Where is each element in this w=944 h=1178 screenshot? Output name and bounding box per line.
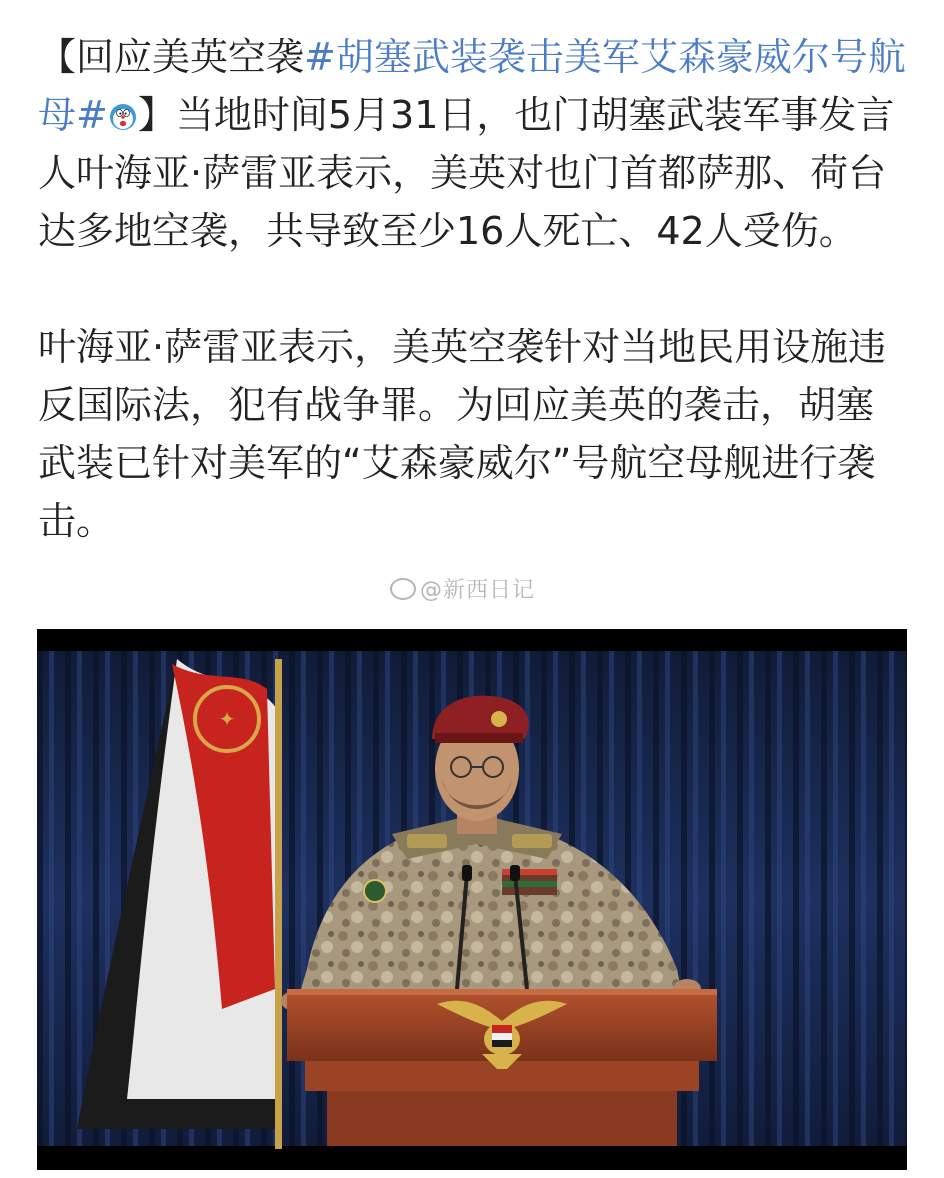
watermark-text: @新西日记 — [420, 578, 536, 603]
post-title-bracket: 【回应美英空袭 — [38, 35, 305, 79]
post-body-1: 当地时间5月31日，也门胡塞武装军事发言人叶海亚·萨雷亚表示，美英对也门首都萨那、荷台达多地空袭，共导致至少16人死亡、42人受伤。 — [38, 93, 895, 253]
letterbox-top — [37, 629, 907, 651]
post-title-bracket-end: 】 — [137, 93, 176, 137]
post-paragraph-1 — [38, 28, 908, 260]
doraemon-emoji-icon — [108, 102, 138, 132]
post-image[interactable] — [37, 629, 907, 1170]
post-body-2: 叶海亚·萨雷亚表示，美英空袭针对当地民用设施违反国际法，犯有战争罪。为回应美英的袭击，胡塞武装已针对美军的“艾森豪威尔”号航空母舰进行袭击。 — [38, 325, 887, 543]
weibo-watermark — [390, 573, 535, 604]
podium — [287, 989, 717, 1146]
svg-text:✦: ✦ — [218, 707, 236, 731]
spokesperson-photo — [37, 629, 907, 1170]
weibo-logo-icon — [390, 578, 416, 600]
post-paragraph-2 — [38, 318, 908, 550]
post-text — [38, 28, 908, 550]
letterbox-bottom — [37, 1146, 907, 1170]
hashtag-text[interactable]: #胡塞武装袭击美军艾森豪威尔号航母# — [38, 35, 906, 137]
